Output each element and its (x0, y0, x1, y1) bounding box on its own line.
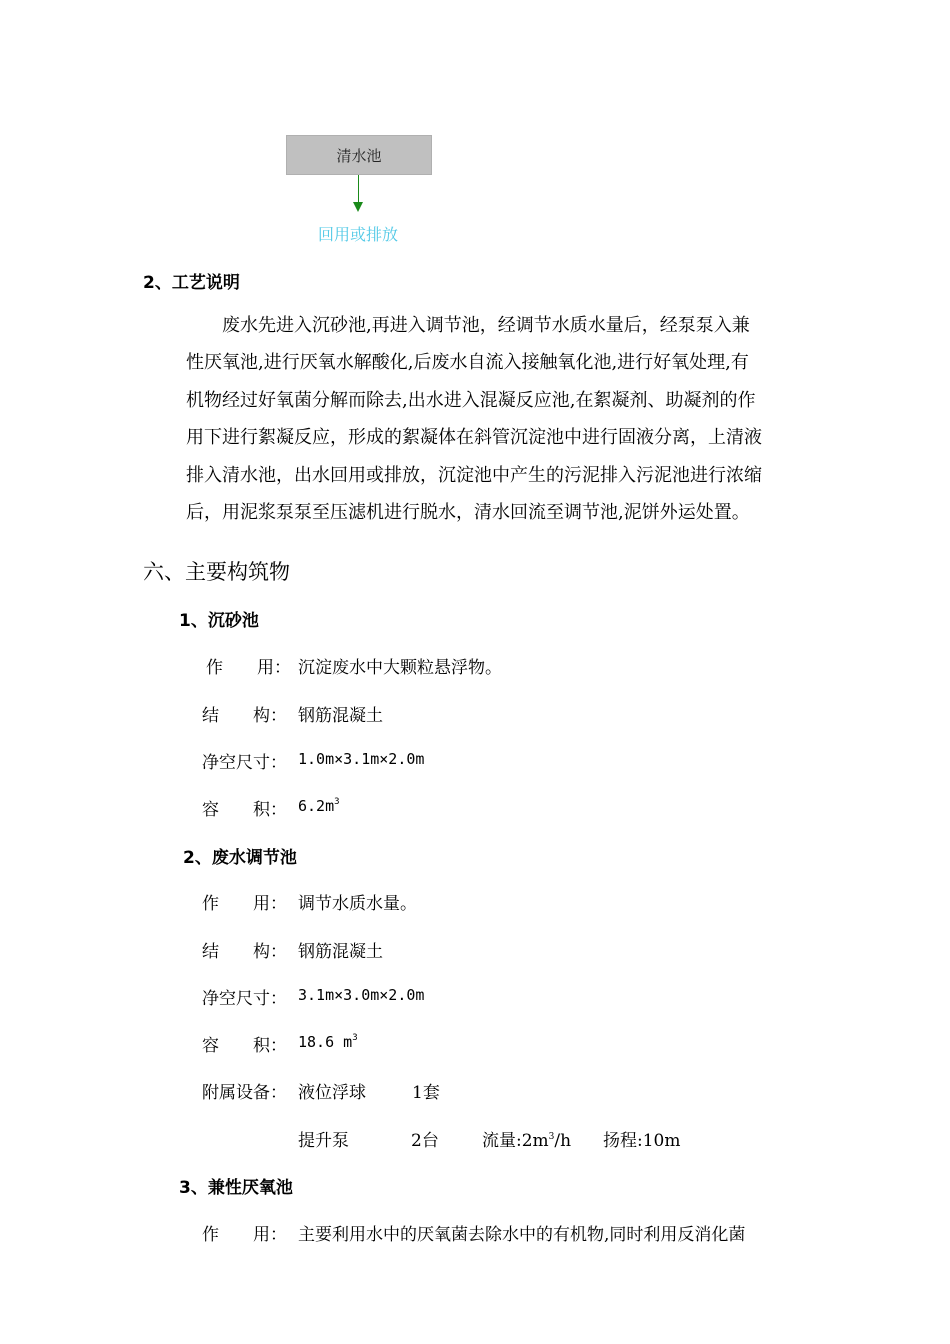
flow-box-clear-water-tank (286, 135, 432, 175)
flow-arrow-head-icon (353, 202, 363, 212)
volume-label: 容 积： (202, 1036, 287, 1056)
section-heading-process: 2、工艺说明 (143, 273, 240, 293)
func-label: 作 用： (206, 658, 291, 678)
equipment-float-name: 液位浮球 (298, 1083, 366, 1103)
volume-value: $6.2m^3$ (298, 797, 340, 815)
struct-value: 钢筋混凝土 (298, 706, 383, 726)
flow-box-label: 清水池 (336, 146, 382, 165)
paragraph-line: 性厌氧池,进行厌氧水解酸化,后废水自流入接触氧化池,进行好氧处理,有 (186, 352, 749, 373)
volume-value: 18.6 $m^3$ (298, 1033, 358, 1051)
item-title-equalization-tank: 2、废水调节池 (183, 848, 297, 868)
paragraph-line: 用下进行絮凝反应，形成的絮凝体在斜管沉淀池中进行固液分离，上清液 (186, 427, 762, 448)
item-title-facultative-anaerobic-tank: 3、兼性厌氧池 (179, 1178, 293, 1198)
equipment-pump-name: 提升泵 (298, 1131, 349, 1151)
equipment-pump-qty: 2台 (411, 1131, 439, 1151)
equipment-pump-head: 扬程:10m (603, 1131, 681, 1151)
paragraph-line: 后，用泥浆泵泵至压滤机进行脱水，清水回流至调节池,泥饼外运处置。 (186, 502, 750, 523)
equipment-float-qty: 1套 (412, 1083, 440, 1103)
section-heading-structures: 六、主要构筑物 (143, 560, 290, 584)
equipment-label: 附属设备： (202, 1083, 287, 1103)
equipment-pump-flow: 流量$:2m^3/h$ (482, 1131, 572, 1151)
size-value: 3.1m×3.0m×2.0m (298, 986, 425, 1004)
func-label: 作 用： (202, 894, 287, 914)
struct-label: 结 构： (202, 706, 287, 726)
size-label: 净空尺寸： (202, 753, 287, 773)
size-value: 1.0m×3.1m×2.0m (298, 750, 425, 768)
flow-unit-sup: 3 (548, 1132, 555, 1142)
size-label: 净空尺寸： (202, 989, 287, 1009)
func-value: 主要利用水中的厌氧菌去除水中的有机物,同时利用反消化菌 (298, 1225, 746, 1245)
flow-output-label: 回用或排放 (318, 225, 399, 244)
paragraph-line: 排入清水池，出水回用或排放，沉淀池中产生的污泥排入污泥池进行浓缩 (186, 465, 762, 486)
volume-unit-sup: 3 (352, 1033, 358, 1043)
paragraph-line: 废水先进入沉砂池,再进入调节池，经调节水质水量后，经泵泵入兼 (222, 315, 750, 336)
item-title-grit-chamber: 1、沉砂池 (179, 611, 259, 631)
func-value: 沉淀废水中大颗粒悬浮物。 (298, 658, 502, 678)
volume-label: 容 积： (202, 800, 287, 820)
func-value: 调节水质水量。 (298, 894, 417, 914)
flow-arrow-line (358, 175, 359, 203)
paragraph-line: 机物经过好氧菌分解而除去,出水进入混凝反应池,在絮凝剂、助凝剂的作 (186, 390, 756, 411)
struct-value: 钢筋混凝土 (298, 942, 383, 962)
struct-label: 结 构： (202, 942, 287, 962)
func-label: 作 用： (202, 1225, 287, 1245)
volume-unit-sup: 3 (334, 797, 340, 807)
